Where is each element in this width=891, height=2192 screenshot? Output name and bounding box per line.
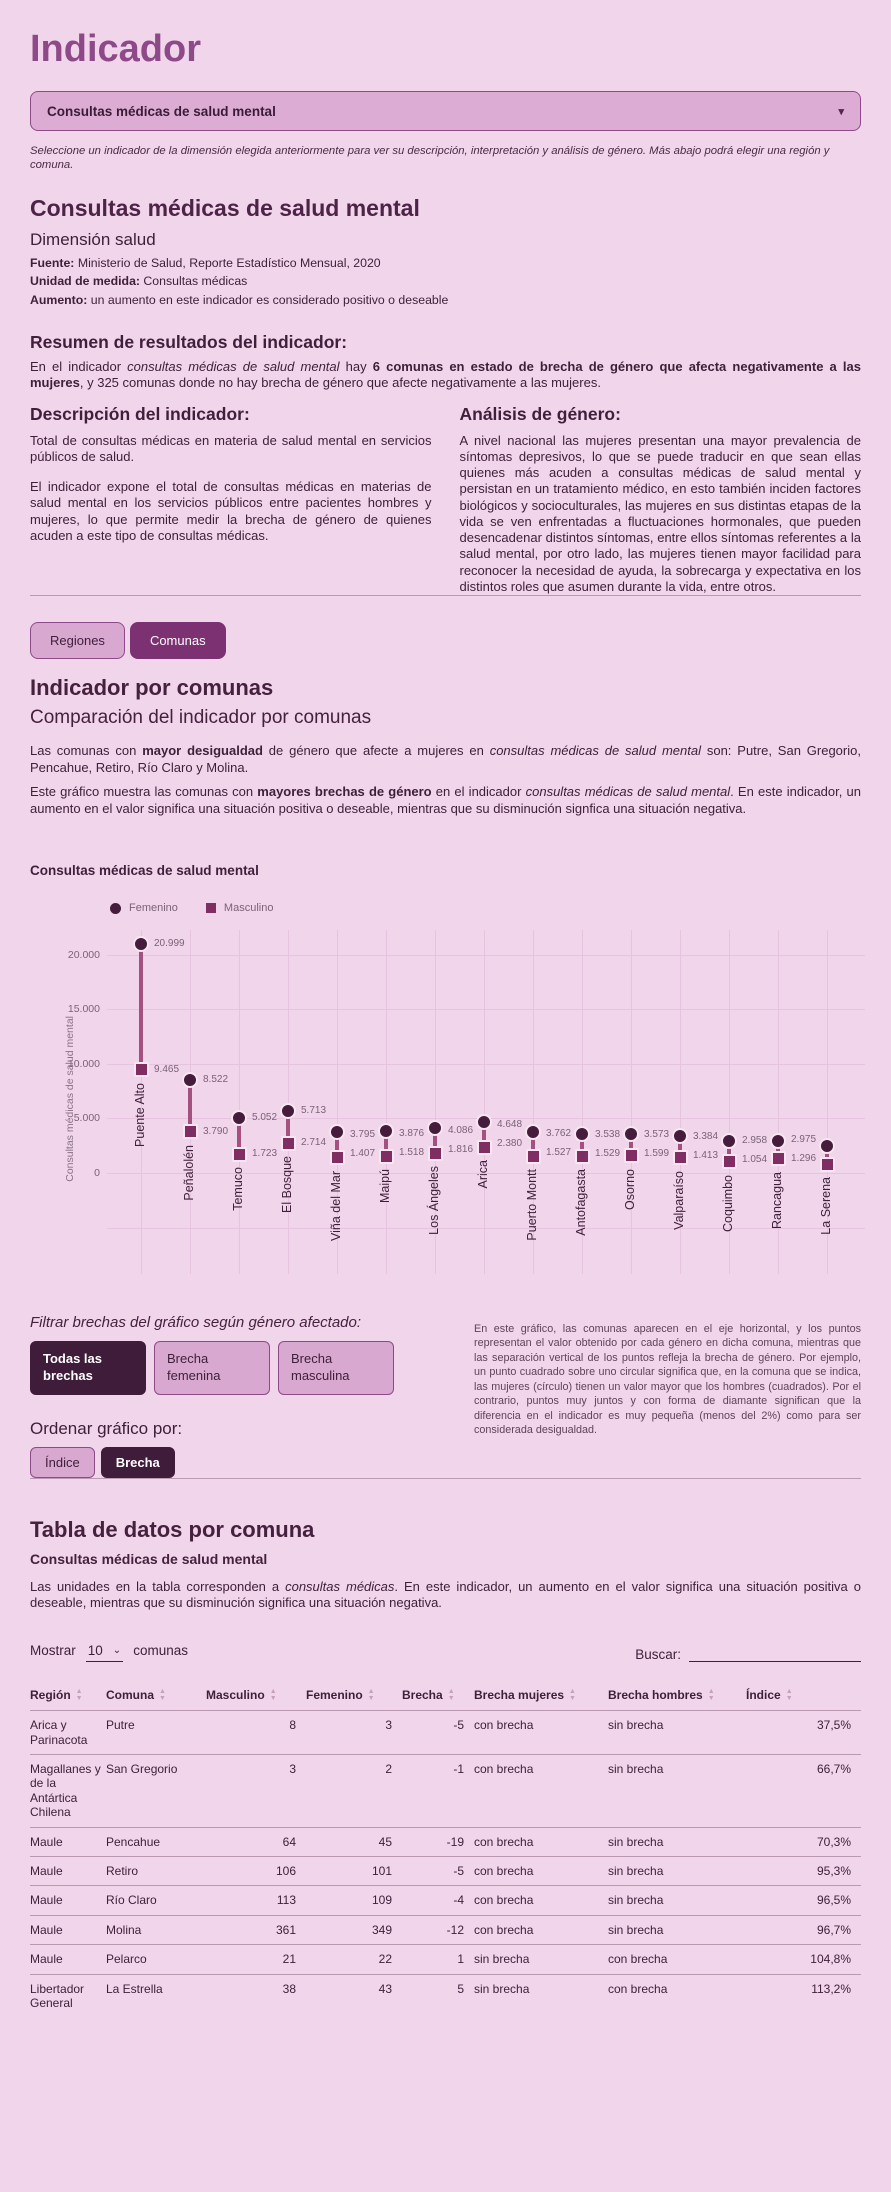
tab-regiones[interactable]: Regiones bbox=[30, 622, 125, 659]
indicator-name: Consultas médicas de salud mental bbox=[30, 194, 420, 221]
v-gridline bbox=[484, 930, 485, 1274]
femenino-value-label: 3.573 bbox=[644, 1128, 670, 1140]
chart-explanation: En este gráfico, las comunas aparecen en el eje horizontal, y los puntos representan el valor obtenido por cada género en dicha comuna, mientras que las separación vertical de los puntos refleja la brecha de género. Por ejemplo, un punto cuadrado sobre uno circular significa que, en la comuna que se indica, las mujeres (círculo) tienen un valor mayor que los hombres (cuadrados). Por el contrario, puntos muy juntos y con forma de diamante significan que la diferencia en el indicador es muy pequeña (menos del 2%) como para ser considerada desigualdad. bbox=[474, 1323, 861, 1437]
femenino-value-label: 8.522 bbox=[203, 1073, 229, 1085]
cell-indice: 70,3% bbox=[816, 1834, 851, 1849]
cell-brecha: -1 bbox=[453, 1762, 464, 1777]
cell-brecha_mujeres: con brecha bbox=[474, 1864, 534, 1878]
y-axis-tick-label: 20.000 bbox=[67, 948, 100, 961]
masculino-point[interactable] bbox=[722, 1154, 737, 1169]
legend-item-femenino[interactable]: Femenino bbox=[110, 902, 178, 914]
cell-masculino: 106 bbox=[275, 1864, 296, 1878]
table-row bbox=[30, 1886, 861, 1915]
cell-brecha_hombres: sin brecha bbox=[608, 1893, 664, 1908]
cell-indice: 37,5% bbox=[816, 1718, 851, 1733]
comuna-data-table bbox=[30, 1680, 861, 2018]
femenino-value-label: 2.975 bbox=[791, 1133, 817, 1145]
cell-brecha_hombres: sin brecha bbox=[608, 1718, 664, 1733]
femenino-value-label: 20.999 bbox=[154, 937, 185, 949]
femenino-value-label: 5.052 bbox=[252, 1111, 278, 1123]
femenino-point[interactable] bbox=[378, 1123, 394, 1139]
cell-masculino: 21 bbox=[282, 1952, 296, 1967]
masculino-point[interactable] bbox=[624, 1148, 639, 1163]
descripcion-p2: El indicador expone el total de consultas médicas en materias de salud mental en los servicios públicos entre pacientes hombres y mujeres, lo que permite medir la brecha de género de quienes acuden a este tipo de consultas médicas. bbox=[30, 479, 432, 543]
femenino-point[interactable] bbox=[133, 936, 149, 952]
comunas-p1: Las comunas con mayor desigualdad de género que afecte a mujeres en consultas médicas de salud mental son: Putre, San Gregorio, Pencahue, Retiro, Río Claro y Molina. bbox=[30, 743, 861, 775]
cell-indice: 104,8% bbox=[810, 1952, 851, 1967]
indicator-select[interactable] bbox=[30, 91, 861, 131]
comuna-axis-label: Puente Alto bbox=[133, 1082, 147, 1147]
femenino-value-label: 4.648 bbox=[497, 1118, 523, 1130]
cell-brecha: -5 bbox=[453, 1718, 464, 1733]
cell-brecha: -19 bbox=[446, 1834, 464, 1849]
masculino-point[interactable] bbox=[183, 1124, 198, 1139]
cell-femenino: 349 bbox=[371, 1922, 392, 1937]
cell-brecha_mujeres: con brecha bbox=[474, 1762, 534, 1777]
femenino-point[interactable] bbox=[182, 1072, 198, 1088]
cell-masculino: 113 bbox=[276, 1893, 296, 1908]
comuna-axis-label: Coquimbo bbox=[721, 1174, 735, 1232]
cell-indice: 95,3% bbox=[816, 1864, 851, 1878]
cell-brecha: -5 bbox=[453, 1864, 464, 1878]
indicator-meta bbox=[30, 256, 861, 308]
sort-buttons bbox=[30, 1447, 450, 1478]
table-row bbox=[30, 1974, 861, 2017]
divider bbox=[30, 595, 861, 596]
sort-icon: ▲ ▼ bbox=[569, 1687, 576, 1702]
cell-indice: 66,7% bbox=[816, 1762, 851, 1777]
masculino-value-label: 3.790 bbox=[203, 1125, 229, 1137]
h-gridline bbox=[107, 1009, 865, 1010]
column-header-regi-n[interactable]: Región ▲ ▼ bbox=[30, 1687, 83, 1702]
masculino-point[interactable] bbox=[379, 1149, 394, 1164]
sort-icon: ▲ ▼ bbox=[75, 1687, 83, 1702]
table-controls bbox=[30, 1642, 861, 1662]
femenino-point[interactable] bbox=[280, 1103, 296, 1119]
masculino-value-label: 1.529 bbox=[595, 1148, 621, 1160]
cell-region: Magallanes y de la Antártica Chilena bbox=[30, 1762, 101, 1820]
femenino-point[interactable] bbox=[672, 1128, 688, 1144]
femenino-value-label: 3.762 bbox=[546, 1128, 572, 1140]
cell-femenino: 3 bbox=[385, 1718, 392, 1733]
comuna-axis-label: Maipú bbox=[378, 1169, 392, 1204]
masculino-square-icon bbox=[206, 903, 216, 913]
indicator-note: Seleccione un indicador de la dimensión elegida anteriormente para ver su descripción, interpretación y análisis de género. Más abajo podrá elegir una región y comuna. bbox=[30, 145, 830, 171]
masculino-point[interactable] bbox=[526, 1149, 541, 1164]
filter-brecha-femenina-button[interactable]: Brecha femenina bbox=[154, 1341, 270, 1395]
chevron-down-icon: ▾ bbox=[838, 105, 844, 118]
cell-masculino: 8 bbox=[289, 1718, 296, 1733]
sort-label: Ordenar gráfico por: bbox=[30, 1418, 183, 1438]
masculino-point[interactable] bbox=[232, 1147, 247, 1162]
masculino-point[interactable] bbox=[673, 1150, 688, 1165]
cell-comuna: Retiro bbox=[106, 1864, 139, 1878]
comuna-axis-label: Puerto Montt bbox=[525, 1169, 539, 1241]
column-header-comuna[interactable]: Comuna ▲ ▼ bbox=[106, 1687, 166, 1702]
masculino-point[interactable] bbox=[281, 1136, 296, 1151]
chart-legend bbox=[110, 902, 861, 914]
cell-masculino: 64 bbox=[282, 1834, 296, 1849]
cell-brecha_mujeres: sin brecha bbox=[474, 1952, 530, 1967]
cell-indice: 96,5% bbox=[816, 1893, 851, 1908]
cell-region: Maule bbox=[30, 1864, 63, 1878]
cell-femenino: 2 bbox=[385, 1762, 392, 1777]
sort-brecha-button[interactable]: Brecha bbox=[101, 1447, 175, 1478]
comuna-axis-label: Valparaíso bbox=[672, 1170, 686, 1230]
masculino-value-label: 1.816 bbox=[448, 1143, 474, 1155]
search bbox=[635, 1642, 861, 1662]
femenino-value-label: 3.876 bbox=[399, 1127, 425, 1139]
column-header-brecha-hombres[interactable]: Brecha hombres ▲ ▼ bbox=[608, 1687, 715, 1702]
cell-femenino: 43 bbox=[378, 1981, 392, 1996]
search-input[interactable] bbox=[689, 1642, 861, 1662]
cell-brecha_hombres: sin brecha bbox=[608, 1834, 664, 1849]
y-axis-tick-label: 5.000 bbox=[73, 1112, 100, 1125]
femenino-point[interactable] bbox=[721, 1133, 737, 1149]
cell-femenino: 109 bbox=[371, 1893, 392, 1908]
divider bbox=[30, 1478, 861, 1479]
cell-brecha_hombres: con brecha bbox=[608, 1952, 668, 1967]
column-header-masculino[interactable]: Masculino ▲ ▼ bbox=[206, 1687, 277, 1702]
table-heading: Tabla de datos por comuna bbox=[30, 1516, 315, 1542]
v-gridline bbox=[239, 930, 240, 1274]
sort-icon: ▲ ▼ bbox=[785, 1687, 793, 1702]
sort-icon: ▲ ▼ bbox=[159, 1687, 166, 1702]
masculino-value-label: 1.407 bbox=[350, 1147, 376, 1159]
cell-region: Libertador General bbox=[30, 1981, 85, 2010]
cell-brecha_hombres: sin brecha bbox=[608, 1762, 664, 1777]
masculino-value-label: 1.527 bbox=[546, 1147, 572, 1159]
comuna-axis-label: Viña del Mar bbox=[329, 1170, 343, 1241]
masculino-value-label: 1.296 bbox=[791, 1152, 817, 1164]
masculino-value-label: 1.518 bbox=[399, 1146, 425, 1158]
table-row bbox=[30, 1827, 861, 1856]
analisis-paragraph: A nivel nacional las mujeres presentan una mayor prevalencia de síntomas depresivos, lo que se puede traducir en que sean ellas quienes más acuden a consultas médicas de salud mental y persistan en un tratamiento médico, en esto también inciden factores biológicos y socioculturales, las mujeres en sus distintas etapas de la vida se ven enfrentadas a fluctuaciones hormonales, que pueden desencadenar distintos síntomas, entre ellos síntomas referentes a la salud mental, por otro lado, las mujeres tienen mayor facilidad para reconocer la necesidad de ayuda, la sobrecarga y expectativa en los distintos roles que asumen durante la vida, entre otros. bbox=[459, 432, 861, 594]
filter-brecha-masculina-button[interactable]: Brecha masculina bbox=[278, 1341, 394, 1395]
femenino-point[interactable] bbox=[623, 1126, 639, 1142]
chart-filters bbox=[30, 1314, 450, 1478]
femenino-point[interactable] bbox=[819, 1138, 835, 1154]
cell-brecha: 1 bbox=[457, 1952, 464, 1967]
resumen-paragraph: En el indicador consultas médicas de salud mental hay 6 comunas en estado de brecha de género que afecta negativamente a las mujeres, y 325 comunas donde no hay brecha de género que afecte negativamente a las mujeres. bbox=[30, 359, 861, 391]
column-header--ndice[interactable]: Índice ▲ ▼ bbox=[746, 1687, 793, 1702]
analisis-column bbox=[460, 404, 862, 596]
masculino-point[interactable] bbox=[820, 1157, 835, 1172]
sort-icon: ▲ ▼ bbox=[707, 1687, 715, 1702]
comuna-axis-label: Arica bbox=[476, 1160, 490, 1189]
cell-indice: 113,2% bbox=[811, 1981, 851, 1996]
descripcion-heading: Descripción del indicador: bbox=[30, 403, 250, 424]
masculino-value-label: 2.714 bbox=[301, 1137, 327, 1149]
cell-comuna: San Gregorio bbox=[106, 1762, 178, 1777]
y-axis-tick-label: 0 bbox=[94, 1167, 100, 1180]
femenino-value-label: 2.958 bbox=[742, 1135, 768, 1147]
column-header-brecha[interactable]: Brecha ▲ ▼ bbox=[402, 1687, 455, 1702]
meta-aumento: Aumento: un aumento en este indicador es considerado positivo o deseable bbox=[30, 292, 449, 307]
masculino-point[interactable] bbox=[134, 1062, 149, 1077]
femenino-circle-icon bbox=[110, 903, 121, 914]
meta-unidad: Unidad de medida: Consultas médicas bbox=[30, 274, 248, 289]
masculino-value-label: 1.599 bbox=[644, 1147, 670, 1159]
table-row bbox=[30, 1857, 861, 1886]
comuna-axis-label: Osorno bbox=[623, 1168, 637, 1210]
resumen-heading: Resumen de resultados del indicador: bbox=[30, 332, 348, 353]
filter-label: Filtrar brechas del gráfico según género afectado: bbox=[30, 1314, 362, 1332]
table-subheading: Consultas médicas de salud mental bbox=[30, 1550, 268, 1567]
comuna-axis-label: Rancagua bbox=[770, 1171, 784, 1229]
comuna-axis-label: Antofagasta bbox=[574, 1169, 588, 1237]
femenino-value-label: 3.538 bbox=[595, 1129, 621, 1141]
table-intro: Las unidades en la tabla corresponden a consultas médicas. En este indicador, un aumento en el valor significa una situación positiva o deseable, mientras que su disminución significa una situación negativa. bbox=[30, 1578, 861, 1611]
descripcion-column bbox=[30, 404, 432, 596]
cell-brecha_mujeres: con brecha bbox=[474, 1922, 534, 1937]
cell-brecha_mujeres: con brecha bbox=[474, 1718, 534, 1733]
indicator-select-value: Consultas médicas de salud mental bbox=[47, 103, 276, 119]
femenino-value-label: 5.713 bbox=[301, 1104, 327, 1116]
cell-brecha_mujeres: sin brecha bbox=[474, 1981, 530, 1996]
cell-masculino: 38 bbox=[282, 1981, 296, 1996]
v-gridline bbox=[386, 930, 387, 1274]
cell-brecha_mujeres: con brecha bbox=[474, 1834, 534, 1849]
gap-connector-line bbox=[139, 944, 143, 1070]
cell-femenino: 45 bbox=[378, 1834, 392, 1849]
column-header-brecha-mujeres[interactable]: Brecha mujeres ▲ ▼ bbox=[474, 1687, 576, 1702]
femenino-value-label: 3.795 bbox=[350, 1128, 376, 1140]
femenino-point[interactable] bbox=[574, 1126, 590, 1142]
h-gridline bbox=[107, 955, 865, 956]
cell-brecha_hombres: sin brecha bbox=[608, 1864, 664, 1878]
cell-indice: 96,7% bbox=[816, 1922, 851, 1937]
masculino-point[interactable] bbox=[575, 1149, 590, 1164]
cell-brecha: -4 bbox=[453, 1893, 464, 1908]
table-row bbox=[30, 1711, 861, 1755]
y-axis-label: Consultas médicas de salud mental bbox=[64, 1016, 76, 1182]
table-header-row bbox=[30, 1680, 861, 1711]
femenino-value-label: 3.384 bbox=[693, 1130, 719, 1142]
cell-brecha_hombres: sin brecha bbox=[608, 1922, 664, 1937]
cell-region: Maule bbox=[30, 1893, 63, 1908]
page-title: Indicador bbox=[30, 28, 202, 70]
femenino-point[interactable] bbox=[476, 1114, 492, 1130]
cell-comuna: La Estrella bbox=[106, 1981, 163, 1996]
cell-brecha: -12 bbox=[446, 1922, 464, 1937]
table-row bbox=[30, 1755, 861, 1828]
femenino-point[interactable] bbox=[525, 1124, 541, 1140]
table-row bbox=[30, 1915, 861, 1944]
h-gridline bbox=[107, 1064, 865, 1065]
cell-masculino: 361 bbox=[275, 1922, 296, 1937]
legend-item-masculino[interactable]: Masculino bbox=[206, 902, 274, 914]
tab-comunas[interactable]: Comunas bbox=[130, 622, 226, 659]
search-label: Buscar: bbox=[635, 1646, 681, 1662]
femenino-point[interactable] bbox=[770, 1133, 786, 1149]
comunas-heading: Indicador por comunas bbox=[30, 675, 274, 701]
chart-controls bbox=[30, 1314, 861, 1478]
meta-fuente: Fuente: Ministerio de Salud, Reporte Estadístico Mensual, 2020 bbox=[30, 255, 381, 270]
cell-comuna: Pelarco bbox=[106, 1952, 147, 1967]
masculino-point[interactable] bbox=[771, 1151, 786, 1166]
cell-brecha: 5 bbox=[457, 1981, 464, 1996]
sort-indice-button[interactable]: Índice bbox=[30, 1447, 95, 1478]
masculino-point[interactable] bbox=[330, 1150, 345, 1165]
masculino-value-label: 9.465 bbox=[154, 1063, 180, 1075]
filter-buttons bbox=[30, 1341, 450, 1395]
show-entries-select[interactable]: 10 ⌄ bbox=[86, 1643, 123, 1662]
chart-title: Consultas médicas de salud mental bbox=[30, 863, 259, 879]
indicator-dimension: Dimensión salud bbox=[30, 229, 156, 249]
cell-brecha_mujeres: con brecha bbox=[474, 1893, 534, 1908]
comunas-subheading: Comparación del indicador por comunas bbox=[30, 707, 372, 729]
dumbbell-chart bbox=[30, 928, 861, 1300]
cell-region: Arica y Parinacota bbox=[30, 1718, 88, 1747]
v-gridline bbox=[631, 930, 632, 1274]
cell-comuna: Pencahue bbox=[106, 1834, 161, 1849]
comunas-p2: Este gráfico muestra las comunas con mayores brechas de género en el indicador consultas médicas de salud mental. En este indicador, un aumento en el valor significa una situación positiva o deseable, mientras que su disminución signfica una situación negativa. bbox=[30, 784, 861, 816]
cell-region: Maule bbox=[30, 1922, 63, 1937]
femenino-point[interactable] bbox=[329, 1124, 345, 1140]
sort-icon: ▲ ▼ bbox=[367, 1687, 375, 1702]
cell-comuna: Río Claro bbox=[106, 1893, 157, 1908]
cell-comuna: Molina bbox=[106, 1922, 142, 1937]
sort-icon: ▲ ▼ bbox=[447, 1687, 455, 1702]
masculino-value-label: 1.723 bbox=[252, 1148, 278, 1160]
femenino-value-label: 4.086 bbox=[448, 1124, 474, 1136]
cell-femenino: 101 bbox=[371, 1864, 392, 1878]
filter-todas-brechas-button[interactable]: Todas las brechas bbox=[30, 1341, 146, 1395]
chevron-down-icon: ⌄ bbox=[112, 1644, 122, 1656]
cell-comuna: Putre bbox=[106, 1718, 135, 1733]
y-axis-tick-label: 15.000 bbox=[67, 1003, 100, 1016]
comuna-axis-label: La Serena bbox=[819, 1177, 833, 1235]
y-axis-tick-label: 10.000 bbox=[67, 1057, 100, 1070]
analisis-heading: Análisis de género: bbox=[459, 403, 621, 424]
table-row bbox=[30, 1945, 861, 1974]
masculino-value-label: 2.380 bbox=[497, 1137, 523, 1149]
descripcion-p1: Total de consultas médicas en materia de salud mental en servicios públicos de salud. bbox=[30, 432, 432, 464]
descripcion-analisis-columns bbox=[30, 404, 861, 596]
masculino-point[interactable] bbox=[428, 1146, 443, 1161]
region-comuna-tabs bbox=[30, 622, 861, 659]
masculino-point[interactable] bbox=[477, 1140, 492, 1155]
column-header-femenino[interactable]: Femenino ▲ ▼ bbox=[306, 1687, 375, 1702]
femenino-point[interactable] bbox=[231, 1110, 247, 1126]
cell-femenino: 22 bbox=[378, 1952, 392, 1967]
cell-brecha_hombres: con brecha bbox=[608, 1981, 668, 1996]
masculino-value-label: 1.054 bbox=[742, 1154, 768, 1166]
cell-masculino: 3 bbox=[289, 1762, 296, 1777]
masculino-value-label: 1.413 bbox=[693, 1149, 719, 1161]
comuna-axis-label: Peñalolén bbox=[182, 1144, 196, 1201]
comuna-axis-label: Los Ángeles bbox=[427, 1166, 441, 1235]
h-gridline bbox=[107, 1228, 865, 1229]
sort-icon: ▲ ▼ bbox=[269, 1687, 277, 1702]
comuna-axis-label: Temuco bbox=[231, 1167, 245, 1211]
show-entries: Mostrar 10 ⌄ comunas bbox=[30, 1643, 188, 1662]
femenino-point[interactable] bbox=[427, 1120, 443, 1136]
comuna-axis-label: El Bosque bbox=[280, 1156, 294, 1214]
cell-region: Maule bbox=[30, 1834, 63, 1849]
cell-region: Maule bbox=[30, 1952, 63, 1967]
